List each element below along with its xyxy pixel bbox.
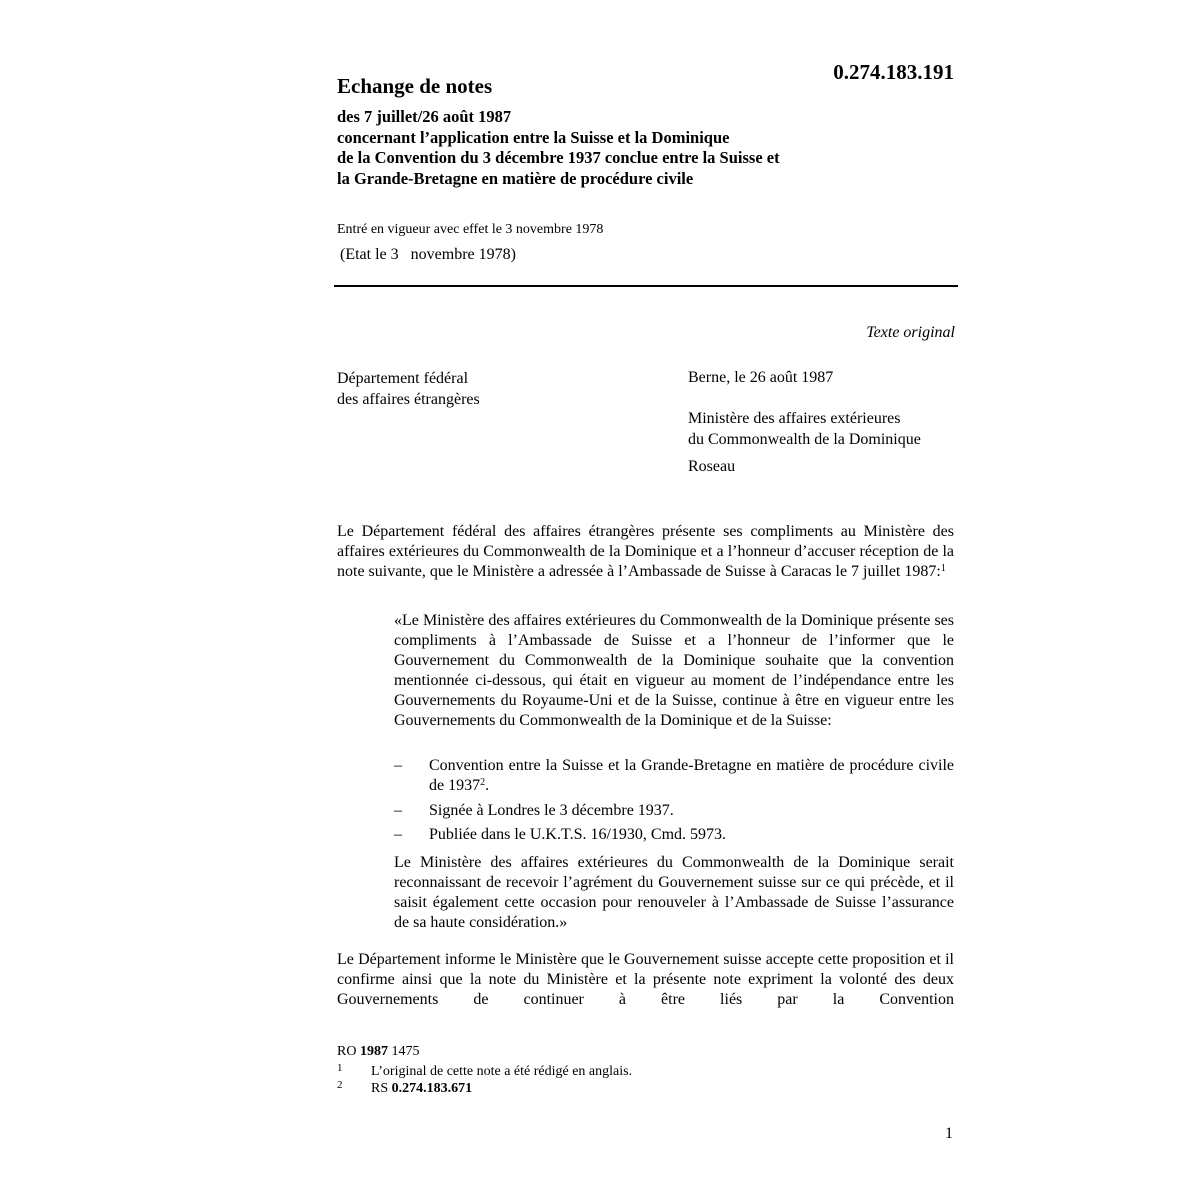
list-item-text: Publiée dans le U.K.T.S. 16/1930, Cmd. 5973. [429, 826, 727, 843]
ro-reference: RO 1987 1475 [337, 1044, 420, 1059]
sr-reference-link[interactable]: 0.274.183.671 [391, 1081, 473, 1096]
footnote-mark: 2 [337, 1079, 343, 1091]
document-number: 0.274.183.191 [833, 60, 954, 84]
footnote-ref-1[interactable]: 1 [940, 563, 946, 574]
entry-in-force: Entré en vigueur avec effet le 3 novembre 1978 [337, 222, 604, 237]
list-dash: – [394, 757, 402, 774]
recipient-line: du Commonwealth de la Dominique [688, 430, 921, 448]
place-date: Berne, le 26 août 1987 [688, 369, 834, 386]
intro-text: Le Département fédéral des affaires étrangères présente ses compliments au Ministère des affaires extérieures du Commonwealth de la Dominique et a l’honneur d’accuser réception de la note suivante, que le Ministère a adressée à l’Ambassade de Suisse à Caracas le 7 juillet 1987: [337, 523, 954, 580]
list-dash: – [394, 826, 402, 843]
footnote-text: RS 0.274.183.671 [371, 1081, 473, 1096]
recipient-city: Roseau [688, 458, 736, 475]
footnote-text: L’original de cette note a été rédigé en anglais. [371, 1064, 633, 1079]
sender-line: Département fédéral [337, 370, 469, 387]
page-number: 1 [945, 1125, 953, 1142]
sender-line: des affaires étrangères [337, 390, 480, 408]
subtitle-line: la Grande-Bretagne en matière de procédure civile [337, 168, 694, 188]
original-text-label: Texte original [866, 324, 955, 341]
list-item-text: Signée à Londres le 3 décembre 1937. [429, 802, 674, 819]
footnote-mark: 1 [337, 1062, 343, 1074]
quote-paragraph-1: «Le Ministère des affaires extérieures du Commonwealth de la Dominique présente ses compliments à l’Ambassade de Suisse et a l’honneur de l’informer que le Gouvernement du Commonwealth de la Dominique souhaite que la convention mentionnée ci-dessous, qui était en vigueur au moment de l’indépendance entre les Gouvernements du Royaume-Uni et de la Suisse, continue à être en vigueur entre les Gouvernements du Commonwealth de la Dominique et de la Suisse: [394, 612, 954, 729]
document-title: Echange de notes [337, 74, 493, 98]
closing-paragraph: Le Département informe le Ministère que le Gouvernement suisse accepte cette proposition et il confirme ainsi que la note du Ministère et la présente note expriment la volonté des deux Gouvernements de continuer à être liés par la Convention [337, 951, 954, 1008]
list-dash: – [394, 802, 402, 819]
recipient-block [688, 409, 921, 450]
subtitle-line: concernant l’application entre la Suisse et la Dominique [337, 127, 730, 147]
subtitle-line: des 7 juillet/26 août 1987 [337, 107, 512, 126]
header-divider [334, 285, 958, 287]
sender-block [337, 369, 480, 410]
intro-paragraph [337, 522, 954, 582]
status-date: (Etat le 3 novembre 1978) [340, 246, 516, 263]
recipient-line: Ministère des affaires extérieures [688, 410, 901, 427]
footnote-ref-2[interactable]: 2 [480, 777, 486, 788]
quote-paragraph-2: Le Ministère des affaires extérieures du Commonwealth de la Dominique serait reconnaissant de recevoir l’agrément du Gouvernement suisse sur ce qui précède, et il saisit également cette occasion pour renouveler à l’Ambassade de Suisse l’assurance de sa haute considération.» [394, 854, 954, 931]
list-item-text: Convention entre la Suisse et la Grande-Bretagne en matière de procédure civile de 1937$^2$. [429, 757, 954, 794]
subtitle-line: de la Convention du 3 décembre 1937 conclue entre la Suisse et [337, 148, 780, 167]
document-subtitle [337, 107, 977, 189]
